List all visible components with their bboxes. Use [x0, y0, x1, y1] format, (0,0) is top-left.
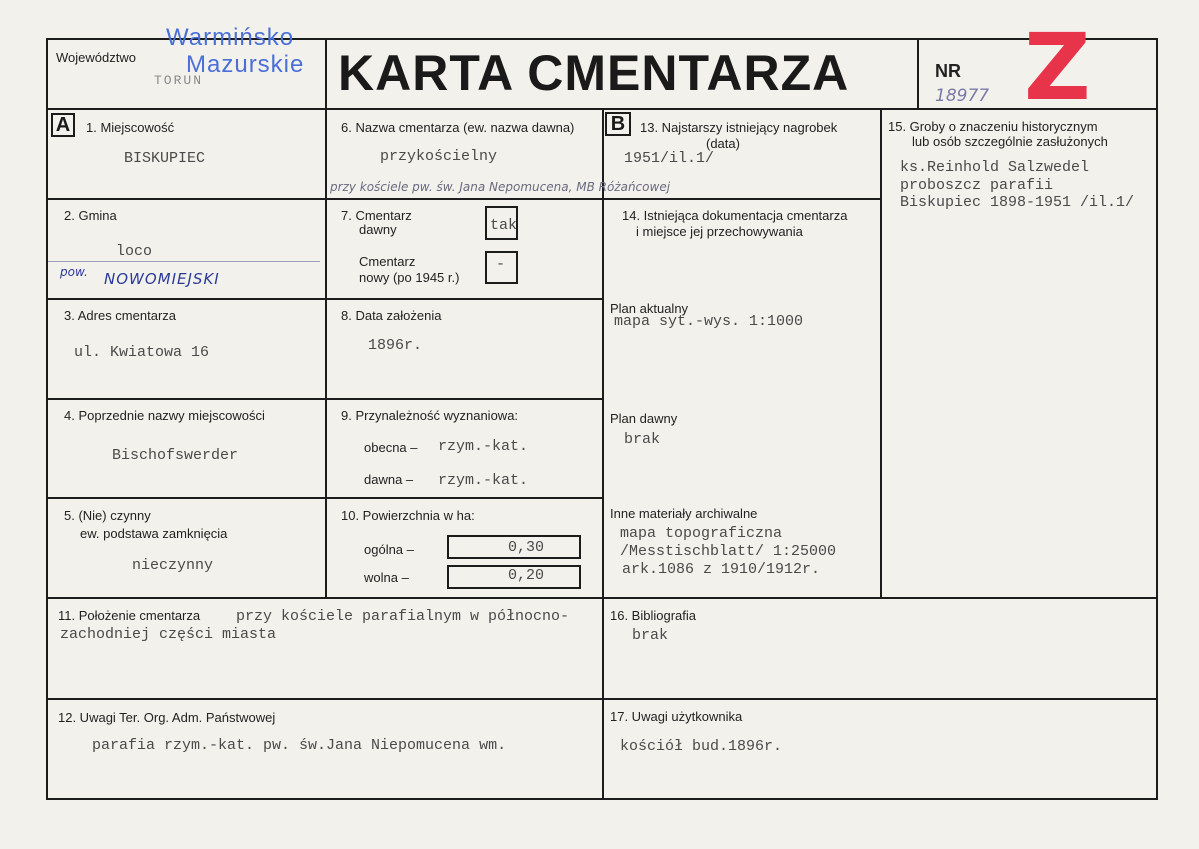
field-2-pow-prefix: pow.	[60, 265, 88, 279]
col-line-nr	[917, 38, 919, 110]
field-17-label: 17. Uwagi użytkownika	[610, 709, 743, 724]
field-10-ogolna-value: 0,30	[508, 539, 545, 556]
field-9-label: 9. Przynależność wyznaniowa:	[341, 408, 519, 423]
col-line-1	[325, 38, 327, 599]
field-9-obecna-label: obecna –	[364, 440, 418, 455]
field-2-value: loco	[116, 243, 153, 260]
field-15-line2: proboszcz parafii	[900, 177, 1054, 194]
field-7-nowy-label-line1: Cmentarz	[359, 254, 416, 269]
field-14-plan-aktualny-label: Plan aktualny	[610, 301, 689, 316]
field-5-label-line2: ew. podstawa zamknięcia	[80, 526, 228, 541]
col-line-2	[602, 108, 604, 800]
rule-row3	[46, 298, 602, 300]
category-mark: Z	[1024, 14, 1091, 121]
field-4-label: 4. Poprzednie nazwy miejscowości	[64, 408, 265, 423]
wojewodztwo-value: TORUN	[154, 73, 204, 88]
field-17-value: kościół bud.1896r.	[620, 738, 783, 755]
field-10-label: 10. Powierzchnia w ha:	[341, 508, 475, 523]
field-2-label: 2. Gmina	[64, 208, 117, 223]
section-b-box: B	[605, 112, 631, 136]
field-15-line1: ks.Reinhold Salzwedel	[900, 159, 1090, 176]
field-16-label: 16. Bibliografia	[610, 608, 696, 623]
rule-row2	[46, 198, 602, 200]
field-11-label: 11. Położenie cmentarza	[58, 608, 201, 623]
field-14-label-line2: i miejsce jej przechowywania	[636, 224, 803, 239]
field-14-plan-dawny-value: brak	[624, 431, 661, 448]
field-2-pow-value: NOWOMIEJSKI	[104, 270, 220, 288]
region-stamp-line1: Warmińsko	[166, 24, 295, 51]
field-3-value: ul. Kwiatowa 16	[74, 344, 210, 361]
field-10-ogolna-label: ogólna –	[364, 542, 414, 557]
rule-row5	[46, 497, 602, 499]
region-stamp-line2: Mazurskie	[186, 51, 305, 78]
field-13-label-line2: (data)	[706, 136, 740, 151]
field-7-label: 7. Cmentarz	[341, 208, 412, 223]
card-title: KARTA CMENTARZA	[338, 45, 850, 101]
field-4-value: Bischofswerder	[112, 447, 239, 464]
field-16-value: brak	[632, 627, 669, 644]
section-a-box: A	[51, 113, 75, 137]
field-10-wolna-value: 0,20	[508, 567, 545, 584]
field-12-label: 12. Uwagi Ter. Org. Adm. Państwowej	[58, 710, 276, 725]
field-6-label: 6. Nazwa cmentarza (ew. nazwa dawna)	[341, 120, 575, 135]
field-2-underline	[48, 261, 320, 262]
field-11-value-line2: zachodniej części miasta	[60, 626, 277, 643]
field-7-dawny-value: tak	[490, 217, 518, 234]
field-1-value: BISKUPIEC	[124, 150, 206, 167]
field-6-note: przy kościele pw. św. Jana Nepomucena, MB Różańcowej	[330, 180, 671, 194]
rule-row4	[46, 398, 602, 400]
field-14-plan-dawny-label: Plan dawny	[610, 411, 678, 426]
field-14-inne-line2: /Messtischblatt/ 1:25000	[620, 543, 837, 560]
field-9-dawna-value: rzym.-kat.	[438, 472, 529, 489]
field-9-dawna-label: dawna –	[364, 472, 414, 487]
field-8-value: 1896r.	[368, 337, 423, 354]
col-line-3	[880, 108, 882, 599]
field-7-nowy-value: -	[496, 256, 506, 273]
field-15-label-line1: 15. Groby o znaczeniu historycznym	[888, 119, 1098, 134]
field-11-value-line1: przy kościele parafialnym w północno-	[236, 608, 570, 625]
field-13-label-line1: 13. Najstarszy istniejący nagrobek	[640, 120, 838, 135]
field-14-inne-line3: ark.1086 z 1910/1912r.	[622, 561, 821, 578]
field-13-value: 1951/il.1/	[624, 150, 715, 167]
field-15-line3: Biskupiec 1898-1951 /il.1/	[900, 194, 1135, 211]
field-14-inne-line1: mapa topograficzna	[620, 525, 783, 542]
nr-value: 18977	[935, 86, 990, 106]
field-14-plan-aktualny-value: mapa syt.-wys. 1:1000	[614, 313, 804, 330]
field-6-value: przykościelny	[380, 148, 498, 165]
field-7-nowy-label-line2: nowy (po 1945 r.)	[359, 270, 460, 285]
rule-f13	[602, 198, 881, 200]
field-7-dawny-label: dawny	[359, 222, 397, 237]
field-5-label-line1: 5. (Nie) czynny	[64, 508, 151, 523]
field-8-label: 8. Data założenia	[341, 308, 442, 323]
wojewodztwo-label: Województwo	[56, 50, 136, 65]
field-5-value: nieczynny	[132, 557, 214, 574]
field-14-inne-label: Inne materiały archiwalne	[610, 506, 758, 521]
field-15-label-line2: lub osób szczególnie zasłużonych	[912, 134, 1108, 149]
field-12-value: parafia rzym.-kat. pw. św.Jana Niepomucena wm.	[92, 737, 507, 754]
field-14-label-line1: 14. Istniejąca dokumentacja cmentarza	[622, 208, 848, 223]
field-10-wolna-label: wolna –	[364, 570, 409, 585]
field-9-obecna-value: rzym.-kat.	[438, 438, 529, 455]
field-1-label: 1. Miejscowość	[86, 120, 175, 135]
nr-label: NR	[935, 61, 961, 81]
field-3-label: 3. Adres cmentarza	[64, 308, 176, 323]
